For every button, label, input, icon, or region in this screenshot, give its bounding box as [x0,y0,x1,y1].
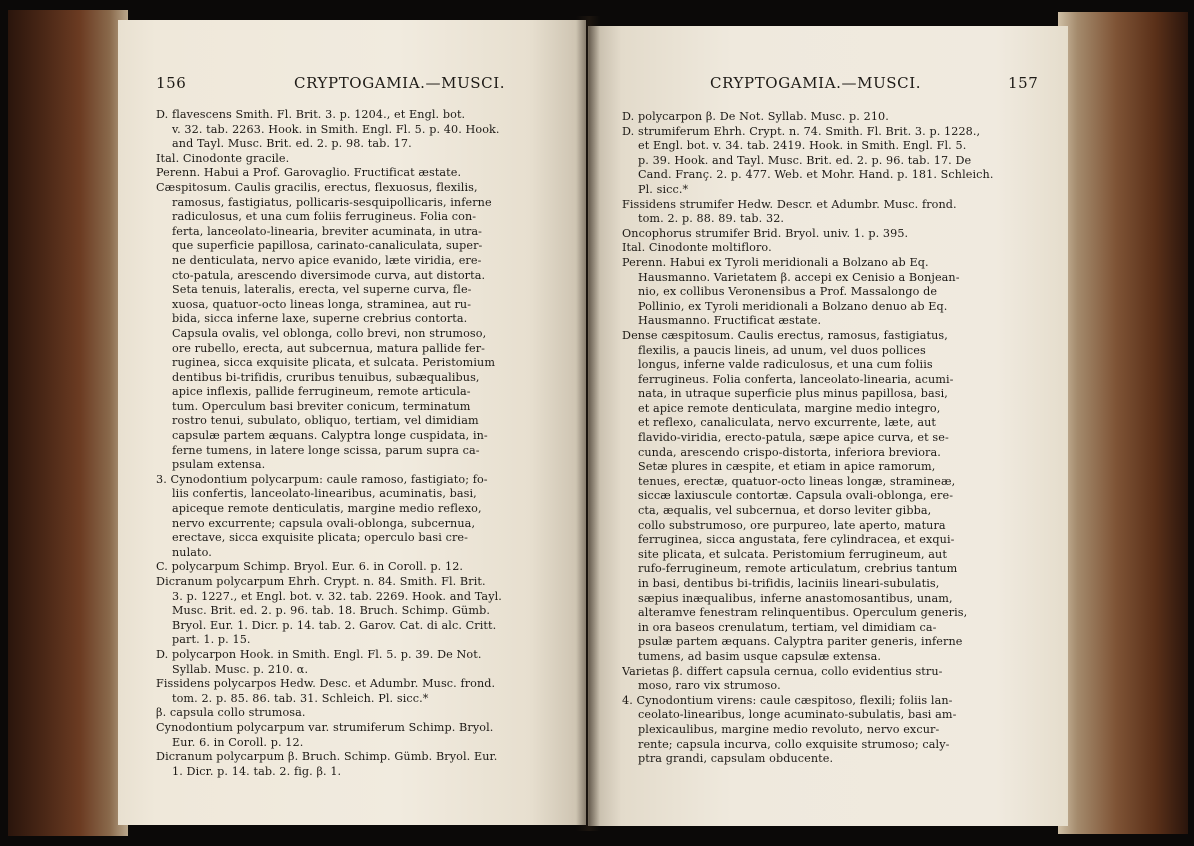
text-line: liis confertis, lanceolato-linearibus, acuminatis, basi, [172,487,477,501]
text-line: ferruginea, sicca angustata, fere cylindracea, et exqui- [638,533,955,547]
left-page-header [118,76,586,98]
text-line: nata, in utraque superficie plus minus papillosa, basi, [638,387,948,401]
text-line: D. strumiferum Ehrh. Crypt. n. 74. Smith. Fl. Brit. 3. p. 1228., [622,124,981,138]
text-line: rente; capsula incurva, collo exquisite strumoso; caly- [638,737,950,751]
text-line: D. flavescens Smith. Fl. Brit. 3. p. 1204., et Engl. bot. [156,108,466,121]
right-running-title: CRYPTOGAMIA.—MUSCI. [710,74,922,92]
text-line: flavido-viridia, erecto-patula, sæpe apice curva, et se- [638,431,949,445]
text-line: and Tayl. Musc. Brit. ed. 2. p. 98. tab. 17. [172,137,412,151]
text-line: dentibus bi-trifidis, cruribus tenuibus, subæqualibus, [172,370,480,384]
text-line: moso, raro vix strumoso. [638,679,781,693]
text-line: Perenn. Habui a Prof. Garovaglio. Fructificat æstate. [156,166,462,180]
text-line: Hausmanno. Varietatem β. accepi ex Cenisio a Bonjean- [638,270,960,284]
text-line: plexicaulibus, margine medio revoluto, nervo excur- [638,722,940,736]
text-line: Hausmanno. Fructificat æstate. [638,314,822,328]
text-line: siccæ laxiuscule contortæ. Capsula ovali-oblonga, ere- [638,489,954,503]
text-line: tom. 2. p. 85. 86. tab. 31. Schleich. Pl. sicc.* [172,691,429,705]
text-line: D. polycarpon Hook. in Smith. Engl. Fl. 5. p. 39. De Not. [156,647,482,661]
text-line: ruginea, sicca exquisite plicata, et sulcata. Peristomium [172,356,496,370]
book-gutter [576,16,600,831]
text-line: part. 1. p. 15. [172,633,251,647]
text-line: cta, æqualis, vel subcernua, et dorso leviter gibba, [638,504,932,518]
text-line: site plicata, et sulcata. Peristomium ferrugineum, aut [638,547,947,561]
text-line: C. polycarpum Schimp. Bryol. Eur. 6. in Coroll. p. 12. [156,560,464,574]
text-line: que superficie papillosa, carinato-canaliculata, super- [172,239,483,253]
text-line: capsulæ partem æquans. Calyptra longe cuspidata, in- [172,429,488,443]
text-line: Cand. Franç. 2. p. 477. Web. et Mohr. Hand. p. 181. Schleich. [638,168,994,182]
text-line: ferrugineus. Folia conferta, lanceolato-linearia, acumi- [638,372,954,386]
text-line: cunda, arescendo crispo-distorta, inferiora breviora. [638,445,941,459]
text-line: 3. p. 1227., et Engl. bot. v. 32. tab. 2269. Hook. and Tayl. [172,589,502,603]
text-line: cto-patula, arescendo diversimode curva, aut distorta. [172,268,486,282]
text-line: β. capsula collo strumosa. [156,706,306,720]
text-line: nulato. [172,545,212,559]
left-running-title: CRYPTOGAMIA.—MUSCI. [294,74,506,92]
text-line: xuosa, quatuor-octo lineas longa, straminea, aut ru- [172,297,472,311]
text-line: Capsula ovalis, vel oblonga, collo brevi, non strumoso, [172,326,487,340]
left-page-number: 156 [156,74,187,92]
text-line: ne denticulata, nervo apice evanido, læte viridia, ere- [172,253,482,267]
text-line: Varietas β. differt capsula cernua, collo evidentius stru- [622,664,943,678]
right-cover-edge [1058,12,1188,834]
text-line: sæpius inæqualibus, inferne anastomosantibus, unam, [638,591,953,605]
text-line: Pollinio, ex Tyroli meridionali a Bolzano denuo ab Eq. [638,299,948,313]
text-line: Fissidens strumifer Hedw. Descr. et Adumbr. Musc. frond. [622,197,957,211]
text-line: 3. Cynodontium polycarpum: caule ramoso, fastigiato; fo- [156,472,488,486]
right-page-number: 157 [1008,74,1039,92]
text-line: et Engl. bot. v. 34. tab. 2419. Hook. in Smith. Engl. Fl. 5. [638,139,967,153]
left-text-column [156,108,548,779]
text-line: Setæ plures in cæspite, et etiam in apice ramorum, [638,460,936,474]
text-line: 1. Dicr. p. 14. tab. 2. fig. β. 1. [172,764,342,778]
text-line: in ora baseos crenulatum, tertiam, vel dimidiam ca- [638,620,937,634]
text-line: bida, sicca inferne laxe, superne crebrius contorta. [172,312,468,326]
text-line: rufo-ferrugineum, remote articulatum, crebrius tantum [638,562,958,576]
left-page [118,20,586,825]
text-line: p. 39. Hook. and Tayl. Musc. Brit. ed. 2. p. 96. tab. 17. De [638,153,972,167]
text-line: Bryol. Eur. 1. Dicr. p. 14. tab. 2. Garov. Cat. di alc. Critt. [172,618,497,632]
text-line: ferne tumens, in latere longe scissa, parum supra ca- [172,443,480,457]
text-line: apiceque remote denticulatis, margine medio reflexo, [172,502,482,516]
text-line: Seta tenuis, lateralis, erecta, vel superne curva, fle- [172,283,472,297]
left-cover-edge [8,10,128,836]
text-line: psulam extensa. [172,458,266,472]
text-line: ptra grandi, capsulam obducente. [638,752,834,766]
text-line: psulæ partem æquans. Calyptra pariter generis, inferne [638,635,963,649]
text-line: erectave, sicca exquisite plicata; operculo basi cre- [172,531,468,545]
text-line: ramosus, fastigiatus, pollicaris-sesquipollicaris, inferne [172,195,492,209]
text-line: Dicranum polycarpum Ehrh. Crypt. n. 84. Smith. Fl. Brit. [156,575,486,588]
text-line: tom. 2. p. 88. 89. tab. 32. [638,212,785,226]
text-line: nervo excurrente; capsula ovali-oblonga, subcernua, [172,516,476,530]
text-line: collo substrumoso, ore purpureo, late aperto, matura [638,518,946,532]
text-line: Syllab. Musc. p. 210. α. [172,662,309,676]
text-line: tenues, erectæ, quatuor-octo lineas longæ, stramineæ, [638,474,956,488]
text-line: 4. Cynodontium virens: caule cæspitoso, flexili; foliis lan- [622,693,953,707]
text-line: ferta, lanceolato-linearia, breviter acuminata, in utra- [172,224,483,238]
text-line: Pl. sicc.* [638,182,689,196]
right-page [588,26,1068,826]
text-line: flexilis, a paucis lineis, ad unum, vel duos pollices [638,343,926,357]
text-line: Ital. Cinodonte gracile. [156,151,290,165]
text-line: in basi, dentibus bi-trifidis, laciniis lineari-subulatis, [638,577,940,590]
text-line: v. 32. tab. 2263. Hook. in Smith. Engl. Fl. 5. p. 40. Hook. [172,122,500,136]
text-line: radiculosus, et una cum foliis ferrugineus. Folia con- [172,210,477,224]
text-line: Ital. Cinodonte moltifloro. [622,241,772,255]
text-line: longus, inferne valde radiculosus, et una cum foliis [638,358,933,372]
text-line: D. polycarpon β. De Not. Syllab. Musc. p. 210. [622,110,889,123]
text-line: Fissidens polycarpos Hedw. Desc. et Adumbr. Musc. frond. [156,677,496,691]
text-line: Dicranum polycarpum β. Bruch. Schimp. Gümb. Bryol. Eur. [156,750,498,764]
text-line: Oncophorus strumifer Brid. Bryol. univ. 1. p. 395. [622,226,909,240]
right-page-header [588,76,1068,98]
text-line: nio, ex collibus Veronensibus a Prof. Massalongo de [638,285,938,299]
text-line: et reflexo, canaliculata, nervo excurrente, læte, aut [638,416,937,430]
text-line: tum. Operculum basi breviter conicum, terminatum [172,399,471,413]
text-line: ceolato-linearibus, longe acuminato-subulatis, basi am- [638,708,957,722]
text-line: tumens, ad basim usque capsulæ extensa. [638,649,881,663]
text-line: Eur. 6. in Coroll. p. 12. [172,735,304,749]
text-line: Perenn. Habui ex Tyroli meridionali a Bolzano ab Eq. [622,255,929,269]
text-line: alteramve fenestram relinquentibus. Operculum generis, [638,606,968,620]
text-line: rostro tenui, subulato, obliquo, tertiam, vel dimidiam [172,414,479,428]
text-line: Cæspitosum. Caulis gracilis, erectus, flexuosus, flexilis, [156,180,478,194]
text-line: ore rubello, erecta, aut subcernua, matura pallide fer- [172,341,486,355]
text-line: Musc. Brit. ed. 2. p. 96. tab. 18. Bruch. Schimp. Gümb. [172,604,490,618]
text-line: et apice remote denticulata, margine medio integro, [638,401,941,415]
text-line: apice inflexis, pallide ferrugineum, remote articula- [172,385,471,399]
text-line: Dense cæspitosum. Caulis erectus, ramosus, fastigiatus, [622,328,948,342]
right-text-column [622,110,1030,767]
text-line: Cynodontium polycarpum var. strumiferum Schimp. Bryol. [156,720,494,734]
